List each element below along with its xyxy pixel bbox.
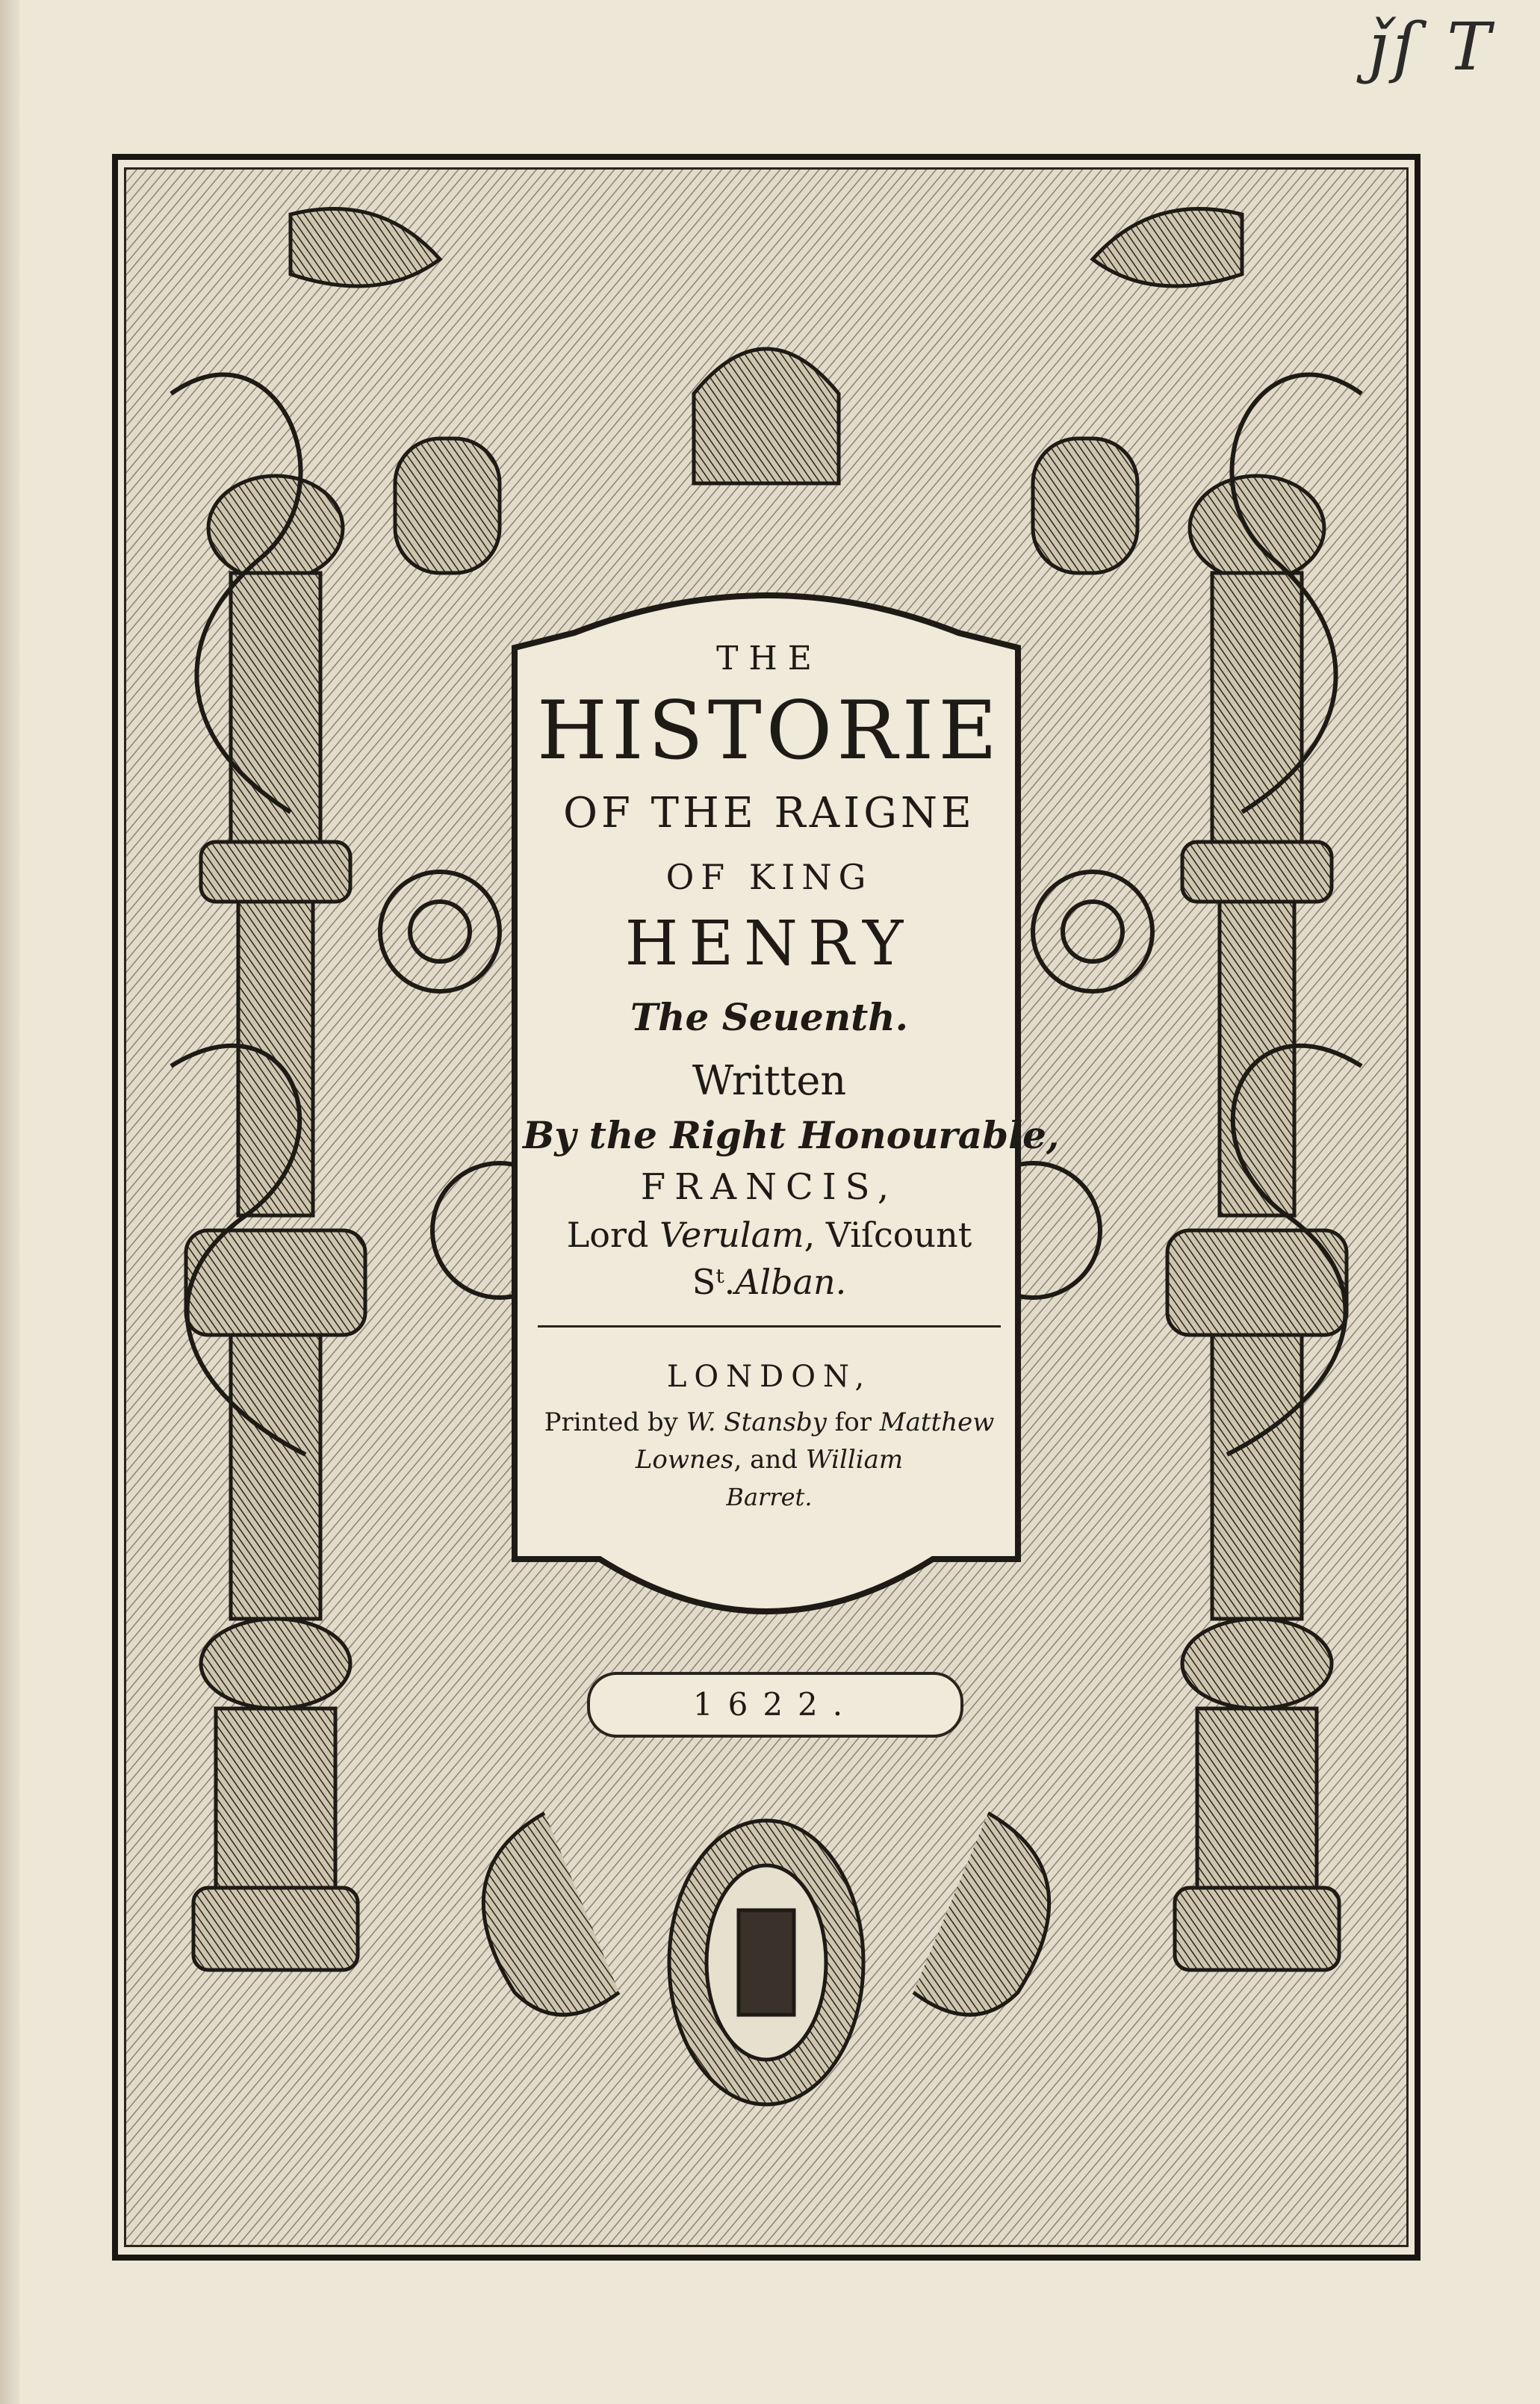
title-the-seventh: The Seuenth. [630, 995, 909, 1039]
lord-suffix: , Viſcount [804, 1215, 972, 1255]
author-alban-line [523, 1258, 1016, 1306]
alban-name: Alban. [735, 1262, 847, 1302]
for-label: for [826, 1407, 880, 1437]
publisher2-surname: Barret. [726, 1483, 813, 1511]
publisher1-surname: Lownes [635, 1445, 734, 1475]
title-henry: HENRY [624, 908, 914, 979]
printed-by-label: Printed by [544, 1407, 686, 1437]
title-of-king: OF KING [665, 857, 873, 897]
publisher2-first-name: William [805, 1445, 904, 1475]
divider-rule [538, 1325, 1001, 1328]
publisher1-first-name: Matthew [879, 1407, 995, 1437]
title-cartouche [523, 613, 1060, 1531]
lord-name: Verulam [659, 1215, 804, 1255]
page-edge [0, 0, 19, 2404]
and-label: , and [733, 1445, 806, 1475]
handwritten-shelfmark: ǰſ T [1367, 8, 1495, 85]
by-line: By the Right Honourable, [523, 1113, 1060, 1157]
imprint-publisher-line [523, 1441, 1016, 1478]
imprint-printer-line [523, 1404, 1016, 1441]
printer-name: W. Stansby [686, 1407, 827, 1437]
author-title-line [523, 1212, 1016, 1258]
imprint-city: LONDON, [666, 1360, 872, 1394]
written-label: Written [692, 1057, 847, 1104]
title-of-the-raigne: OF THE RAIGNE [563, 789, 975, 837]
date-plaque: 1622. [587, 1672, 963, 1738]
title-the: THE [716, 639, 822, 678]
alban-prefix: Sᵗ. [692, 1262, 736, 1302]
title-historie: HISTORIE [536, 684, 1002, 778]
author-first-name: FRANCIS, [640, 1166, 898, 1208]
lord-prefix: Lord [566, 1215, 660, 1255]
